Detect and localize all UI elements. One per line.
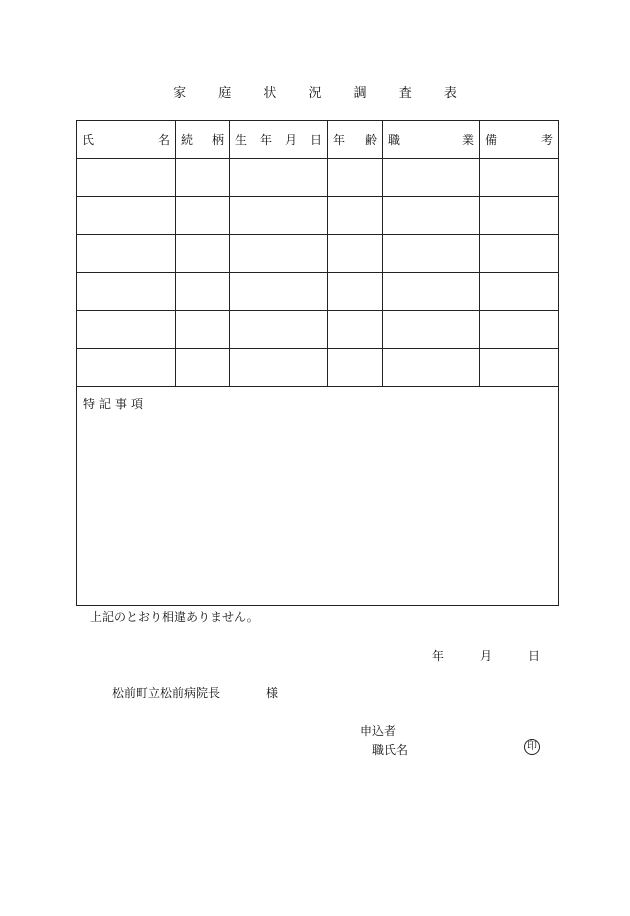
family-status-table [76, 120, 559, 606]
header-age [328, 121, 383, 159]
applicant-label: 申込者 [360, 724, 397, 738]
cell-name[interactable] [77, 197, 176, 235]
confirmation-text: 上記のとおり相違ありません。 [90, 610, 259, 624]
header-name [77, 121, 176, 159]
cell-birthdate[interactable] [230, 273, 328, 311]
cell-age[interactable] [328, 311, 383, 349]
cell-relation[interactable] [176, 197, 230, 235]
date-month-label: 月 [480, 649, 493, 663]
header-occupation-left: 職 [388, 133, 401, 147]
cell-birthdate[interactable] [230, 311, 328, 349]
cell-birthdate[interactable] [230, 159, 328, 197]
table-row [77, 197, 559, 235]
cell-birthdate[interactable] [230, 349, 328, 387]
header-birthdate-day: 日 [309, 133, 322, 147]
cell-name[interactable] [77, 273, 176, 311]
cell-remarks[interactable] [480, 311, 559, 349]
cell-occupation[interactable] [383, 159, 480, 197]
cell-relation[interactable] [176, 349, 230, 387]
header-remarks-right: 考 [540, 133, 553, 147]
cell-relation[interactable] [176, 235, 230, 273]
table-row [77, 235, 559, 273]
cell-name[interactable] [77, 235, 176, 273]
header-name-left: 氏 [82, 133, 95, 147]
cell-name[interactable] [77, 159, 176, 197]
cell-relation[interactable] [176, 311, 230, 349]
header-relation-right: 柄 [211, 133, 224, 147]
cell-relation[interactable] [176, 273, 230, 311]
cell-remarks[interactable] [480, 197, 559, 235]
header-remarks [480, 121, 559, 159]
cell-age[interactable] [328, 273, 383, 311]
cell-occupation[interactable] [383, 311, 480, 349]
header-birthdate-month: 月 [284, 133, 297, 147]
cell-occupation[interactable] [383, 235, 480, 273]
cell-age[interactable] [328, 159, 383, 197]
notes-cell[interactable] [77, 387, 559, 606]
header-birthdate-left: 生 [235, 133, 248, 147]
cell-birthdate[interactable] [230, 235, 328, 273]
cell-remarks[interactable] [480, 349, 559, 387]
date-day-label: 日 [528, 649, 541, 663]
header-name-right: 名 [157, 133, 170, 147]
recipient-name: 松前町立松前病院長 [112, 686, 221, 700]
header-age-right: 齢 [364, 133, 377, 147]
header-remarks-left: 備 [485, 133, 498, 147]
table-row [77, 159, 559, 197]
header-birthdate-year: 年 [259, 133, 272, 147]
seal-mark-icon: 印 [524, 739, 540, 755]
page-title: 家 庭 状 況 調 査 表 [173, 86, 471, 101]
table-body [77, 159, 559, 387]
applicant-name-label: 職氏名 [372, 743, 409, 757]
cell-age[interactable] [328, 197, 383, 235]
cell-age[interactable] [328, 235, 383, 273]
cell-remarks[interactable] [480, 235, 559, 273]
cell-name[interactable] [77, 311, 176, 349]
table-header-row [77, 121, 559, 159]
notes-label: 特記事項 [83, 397, 148, 411]
header-age-left: 年 [333, 133, 346, 147]
cell-relation[interactable] [176, 159, 230, 197]
cell-remarks[interactable] [480, 273, 559, 311]
header-relation-left: 続 [181, 133, 194, 147]
notes-row [77, 387, 559, 606]
recipient-honorific: 様 [266, 686, 279, 700]
cell-birthdate[interactable] [230, 197, 328, 235]
header-relation [176, 121, 230, 159]
header-occupation-right: 業 [461, 133, 474, 147]
cell-occupation[interactable] [383, 273, 480, 311]
header-occupation [383, 121, 480, 159]
table-row [77, 311, 559, 349]
table-row [77, 273, 559, 311]
table-row [77, 349, 559, 387]
cell-occupation[interactable] [383, 349, 480, 387]
header-birthdate [230, 121, 328, 159]
date-year-label: 年 [432, 649, 445, 663]
cell-remarks[interactable] [480, 159, 559, 197]
cell-age[interactable] [328, 349, 383, 387]
cell-occupation[interactable] [383, 197, 480, 235]
cell-name[interactable] [77, 349, 176, 387]
